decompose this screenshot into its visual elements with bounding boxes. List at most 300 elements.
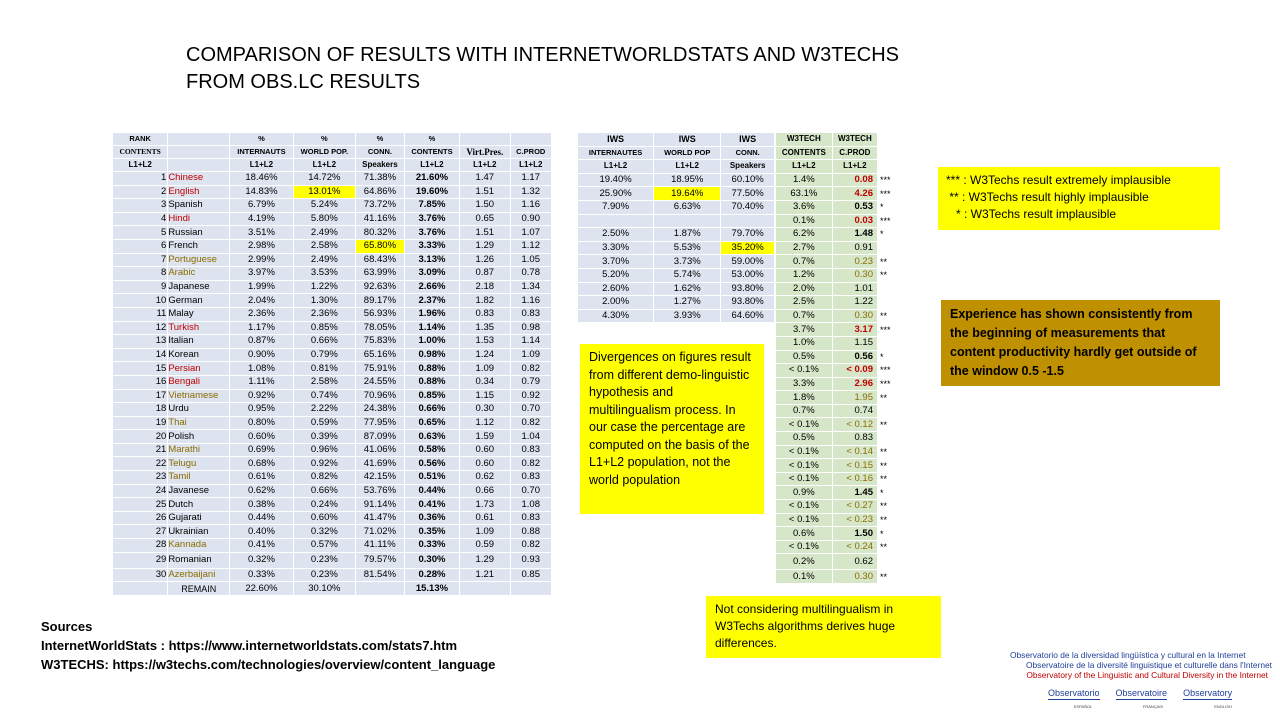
table-row [578, 269, 774, 282]
implausibility-stars [878, 283, 908, 296]
conn-cell: 73.72% [356, 199, 404, 212]
w3-contents-cell: 3.6% [776, 201, 832, 214]
column-header: L1+L2 [654, 160, 720, 173]
table-row [113, 525, 551, 538]
virt-cell: 1.50 [460, 199, 509, 212]
table-row [113, 226, 551, 239]
conn-cell [356, 582, 404, 595]
column-header: % [405, 133, 459, 145]
column-header [511, 133, 552, 145]
iws-cell: 60.10% [721, 174, 774, 187]
worldpop-cell: 0.57% [294, 539, 355, 552]
column-header: L1+L2 [511, 159, 552, 171]
table-row [776, 459, 908, 472]
worldpop-cell: 13.01% [294, 186, 355, 199]
table-row [113, 444, 551, 457]
iws-cell: 59.00% [721, 255, 774, 268]
iws-cell: 1.62% [654, 283, 720, 296]
w3-cprod-cell: 0.30 [833, 269, 877, 282]
worldpop-cell: 30.10% [294, 582, 355, 595]
conn-cell: 89.17% [356, 294, 404, 307]
table-row [113, 390, 551, 403]
header-row [776, 147, 908, 160]
table-row [776, 418, 908, 431]
conn-cell: 63.99% [356, 267, 404, 280]
virt-cell: 1.29 [460, 240, 509, 253]
column-header: L1+L2 [460, 159, 509, 171]
column-header: Speakers [356, 159, 404, 171]
virt-cell: 0.61 [460, 512, 509, 525]
virt-cell: 1.26 [460, 254, 509, 267]
column-header [168, 146, 229, 158]
implausibility-stars: ** [880, 419, 888, 430]
w3-contents-cell: < 0.1% [776, 446, 832, 459]
table-row [113, 308, 551, 321]
rank-cell: 1 [113, 172, 167, 185]
rank-cell: 18 [113, 403, 167, 416]
iws-cell: 5.74% [654, 269, 720, 282]
virt-cell: 0.66 [460, 485, 509, 498]
worldpop-cell: 2.58% [294, 376, 355, 389]
rank-cell: 4 [113, 213, 167, 226]
cprod-cell: 1.34 [511, 281, 552, 294]
rank-cell: 15 [113, 362, 167, 375]
w3-contents-cell: 0.1% [776, 215, 832, 228]
implausibility-stars: ** [880, 446, 888, 457]
column-header: C.PROD [833, 147, 877, 160]
worldpop-cell: 1.30% [294, 294, 355, 307]
rank-cell: 22 [113, 457, 167, 470]
w3-contents-cell: 2.7% [776, 242, 832, 255]
cprod-cell: 1.14 [511, 335, 552, 348]
stars-spacer [878, 147, 908, 160]
w3-cprod-cell: 0.30 [833, 570, 877, 583]
header-row [113, 146, 551, 158]
conn-cell: 78.05% [356, 322, 404, 335]
internauts-cell: 2.99% [230, 254, 292, 267]
language-cell: Malay [168, 308, 229, 321]
language-cell: Persian [168, 362, 229, 375]
cprod-cell: 0.83 [511, 444, 552, 457]
internauts-cell: 0.61% [230, 471, 292, 484]
w3-cprod-cell: < 0.24 [833, 541, 877, 554]
column-header: % [356, 133, 404, 145]
iws-cell: 18.95% [654, 174, 720, 187]
conn-cell: 64.86% [356, 186, 404, 199]
worldpop-cell: 2.49% [294, 254, 355, 267]
contents-cell: 3.76% [405, 213, 459, 226]
w3-cprod-cell: 0.03 [833, 215, 877, 228]
w3-contents-cell: 3.3% [776, 378, 832, 391]
language-cell: Azerbaijani [168, 569, 229, 582]
contents-cell: 1.14% [405, 322, 459, 335]
rank-cell: 9 [113, 281, 167, 294]
stars-spacer [878, 160, 908, 173]
table-row [776, 337, 908, 350]
contents-cell: 0.63% [405, 430, 459, 443]
internauts-cell: 3.51% [230, 226, 292, 239]
worldpop-cell: 0.85% [294, 322, 355, 335]
w3-cprod-cell: < 0.16 [833, 473, 877, 486]
table-row [776, 283, 908, 296]
conn-cell: 77.95% [356, 417, 404, 430]
table-row [776, 432, 908, 445]
language-cell: Italian [168, 335, 229, 348]
language-cell: Marathi [168, 444, 229, 457]
stars-spacer [878, 133, 908, 146]
cprod-cell: 0.93 [511, 553, 552, 568]
cprod-cell: 0.83 [511, 471, 552, 484]
table-row [113, 322, 551, 335]
contents-cell: 3.33% [405, 240, 459, 253]
w3-cprod-cell: < 0.27 [833, 500, 877, 513]
table-row [113, 485, 551, 498]
worldpop-cell: 0.59% [294, 417, 355, 430]
table-row [113, 376, 551, 389]
contents-cell: 3.13% [405, 254, 459, 267]
w3-cprod-cell: 1.45 [833, 486, 877, 499]
table-row [113, 553, 551, 568]
rank-cell: 3 [113, 199, 167, 212]
cprod-cell: 0.82 [511, 457, 552, 470]
header-row [578, 160, 774, 173]
link-observatoire[interactable]: Observatoire [1115, 688, 1168, 698]
rank-cell: 12 [113, 322, 167, 335]
cprod-cell: 1.05 [511, 254, 552, 267]
column-header: CONN. [721, 147, 774, 160]
header-row [776, 160, 908, 173]
w3-contents-cell: 0.9% [776, 486, 832, 499]
implausibility-stars: ** [880, 392, 888, 403]
iws-cell: 3.70% [578, 255, 653, 268]
virt-cell: 1.35 [460, 322, 509, 335]
worldpop-cell: 2.22% [294, 403, 355, 416]
language-cell: Romanian [168, 553, 229, 568]
conn-cell: 41.47% [356, 512, 404, 525]
table-row [113, 417, 551, 430]
rank-cell: 25 [113, 498, 167, 511]
iws-cell: 2.50% [578, 228, 653, 241]
w3-contents-cell: 63.1% [776, 187, 832, 200]
rank-cell: 24 [113, 485, 167, 498]
iws-cell: 2.00% [578, 296, 653, 309]
cprod-cell: 0.83 [511, 308, 552, 321]
cprod-cell [511, 582, 552, 595]
column-header: WORLD POP [654, 147, 720, 160]
table-row [113, 294, 551, 307]
worldpop-cell: 0.32% [294, 525, 355, 538]
implausibility-stars: *** [880, 324, 891, 335]
internauts-cell: 0.90% [230, 349, 292, 362]
page-title [186, 42, 946, 96]
virt-cell: 1.24 [460, 349, 509, 362]
worldpop-cell: 0.74% [294, 390, 355, 403]
w3-contents-cell: 6.2% [776, 228, 832, 241]
table-row [113, 539, 551, 552]
virt-cell: 0.62 [460, 471, 509, 484]
conn-cell: 80.32% [356, 226, 404, 239]
contents-cell: 1.96% [405, 308, 459, 321]
cprod-cell: 0.83 [511, 512, 552, 525]
table-row [578, 283, 774, 296]
internauts-cell: 0.62% [230, 485, 292, 498]
rank-cell: 20 [113, 430, 167, 443]
internauts-cell: 4.19% [230, 213, 292, 226]
iws-cell: 64.60% [721, 310, 774, 323]
table-row [776, 269, 908, 282]
table-row [776, 228, 908, 241]
internauts-cell: 0.92% [230, 390, 292, 403]
implausibility-stars: ** [880, 542, 888, 553]
column-header: % [294, 133, 355, 145]
w3-cprod-cell: 0.91 [833, 242, 877, 255]
w3-cprod-cell: 0.62 [833, 554, 877, 569]
column-header: L1+L2 [230, 159, 292, 171]
rank-cell: 14 [113, 349, 167, 362]
link-observatory[interactable]: Observatory [1183, 688, 1233, 698]
internauts-cell: 0.33% [230, 569, 292, 582]
worldpop-cell: 0.60% [294, 512, 355, 525]
worldpop-cell: 5.80% [294, 213, 355, 226]
rank-cell: 2 [113, 186, 167, 199]
w3-cprod-cell: 1.01 [833, 283, 877, 296]
w3-contents-cell: < 0.1% [776, 459, 832, 472]
column-header: IWS [721, 133, 774, 146]
table-row [113, 186, 551, 199]
header-row [113, 159, 551, 171]
sources-heading: Sources [41, 619, 93, 634]
internauts-cell: 0.41% [230, 539, 292, 552]
w3-contents-cell: 0.1% [776, 570, 832, 583]
table-row [113, 172, 551, 185]
table-row [578, 174, 774, 187]
sub-label-es: ESPAÑOL [1073, 704, 1093, 709]
internauts-cell: 0.87% [230, 335, 292, 348]
iws-cell: 2.60% [578, 283, 653, 296]
conn-cell: 70.96% [356, 390, 404, 403]
w3-cprod-cell: < 0.15 [833, 459, 877, 472]
virt-cell: 1.09 [460, 362, 509, 375]
conn-cell: 71.38% [356, 172, 404, 185]
language-cell: Vietnamese [168, 390, 229, 403]
conn-cell: 75.91% [356, 362, 404, 375]
source-internetworldstats: InternetWorldStats : https://www.internetworldstats.com/stats7.htm [41, 638, 458, 653]
w3-cprod-cell: 0.23 [833, 255, 877, 268]
column-header: L1+L2 [833, 160, 877, 173]
rank-cell: 13 [113, 335, 167, 348]
implausibility-stars: *** [880, 215, 891, 226]
w3-contents-cell: < 0.1% [776, 473, 832, 486]
conn-cell: 24.38% [356, 403, 404, 416]
contents-cell: 19.60% [405, 186, 459, 199]
contents-cell: 1.00% [405, 335, 459, 348]
virt-cell: 0.34 [460, 376, 509, 389]
implausibility-stars: ** [880, 256, 888, 267]
header-row [578, 147, 774, 160]
iws-cell: 77.50% [721, 187, 774, 200]
language-cell: Japanese [168, 281, 229, 294]
iws-cell: 5.53% [654, 242, 720, 255]
w3-cprod-cell: 0.30 [833, 310, 877, 323]
table-row [113, 430, 551, 443]
language-cell: Dutch [168, 498, 229, 511]
implausibility-stars: ** [880, 571, 888, 582]
cprod-cell: 1.16 [511, 199, 552, 212]
rank-cell: 6 [113, 240, 167, 253]
column-header [168, 133, 229, 145]
worldpop-cell: 5.24% [294, 199, 355, 212]
language-cell: Hindi [168, 213, 229, 226]
contents-cell: 0.36% [405, 512, 459, 525]
table-row [578, 228, 774, 241]
virt-cell: 1.51 [460, 226, 509, 239]
table-row [113, 267, 551, 280]
w3-contents-cell: < 0.1% [776, 364, 832, 377]
w3-contents-cell: 0.7% [776, 255, 832, 268]
conn-cell: 24.55% [356, 376, 404, 389]
virt-cell: 1.73 [460, 498, 509, 511]
contents-cell: 0.51% [405, 471, 459, 484]
w3-contents-cell: 1.2% [776, 269, 832, 282]
rank-cell: 27 [113, 525, 167, 538]
virt-cell: 1.29 [460, 553, 509, 568]
cprod-cell: 0.82 [511, 417, 552, 430]
language-cell: Telugu [168, 457, 229, 470]
rank-cell: 8 [113, 267, 167, 280]
language-cell: English [168, 186, 229, 199]
rank-cell: 21 [113, 444, 167, 457]
worldpop-cell: 0.66% [294, 485, 355, 498]
observatory-name-es: Observatorio de la diversidad lingüística y cultural en la Internet [1010, 650, 1246, 660]
internauts-cell: 1.11% [230, 376, 292, 389]
sub-label-en: ENGLISH [1214, 704, 1232, 709]
worldpop-cell: 0.23% [294, 553, 355, 568]
cprod-cell: 0.79 [511, 376, 552, 389]
table-row [113, 457, 551, 470]
iws-cell [654, 215, 720, 228]
conn-cell: 79.57% [356, 553, 404, 568]
internauts-cell: 0.68% [230, 457, 292, 470]
worldpop-cell: 2.58% [294, 240, 355, 253]
implausibility-legend: *** : W3Techs result extremely implausible ** : W3Techs result highly implausible * : W3Techs result implausible [938, 167, 1220, 230]
iws-cell: 5.20% [578, 269, 653, 282]
column-header: CONTENTS [405, 146, 459, 158]
virt-cell: 0.60 [460, 457, 509, 470]
language-cell: Ukrainian [168, 525, 229, 538]
iws-cell: 3.93% [654, 310, 720, 323]
w3-contents-cell: 2.0% [776, 283, 832, 296]
worldpop-cell: 3.53% [294, 267, 355, 280]
link-observatorio[interactable]: Observatorio [1048, 688, 1100, 698]
worldpop-cell: 0.23% [294, 569, 355, 582]
implausibility-stars: ** [880, 501, 888, 512]
title-line-1: COMPARISON OF RESULTS WITH INTERNETWORLDSTATS AND W3TECHS [186, 44, 899, 66]
table-row [113, 569, 551, 582]
internauts-cell: 2.36% [230, 308, 292, 321]
contents-cell: 0.33% [405, 539, 459, 552]
column-header: W3TECH [833, 133, 877, 146]
internauts-cell: 2.04% [230, 294, 292, 307]
implausibility-stars [878, 242, 908, 255]
table-row [776, 514, 908, 527]
rank-cell: 19 [113, 417, 167, 430]
iws-cell: 35.20% [721, 242, 774, 255]
table-row [776, 500, 908, 513]
iws-cell: 1.27% [654, 296, 720, 309]
worldpop-cell: 2.49% [294, 226, 355, 239]
contents-cell: 0.30% [405, 553, 459, 568]
cprod-cell: 1.32 [511, 186, 552, 199]
iws-cell: 6.63% [654, 201, 720, 214]
table-row [776, 296, 908, 309]
cprod-cell: 0.90 [511, 213, 552, 226]
virt-cell: 1.12 [460, 417, 509, 430]
table-row [113, 498, 551, 511]
iws-table [577, 132, 775, 323]
cprod-cell: 1.17 [511, 172, 552, 185]
table-row [113, 254, 551, 267]
w3-cprod-cell: 4.26 [833, 187, 877, 200]
worldpop-cell: 0.92% [294, 457, 355, 470]
column-header: L1+L2 [776, 160, 832, 173]
table-row [776, 174, 908, 187]
w3-cprod-cell: 0.74 [833, 405, 877, 418]
virt-cell: 0.60 [460, 444, 509, 457]
internauts-cell: 0.95% [230, 403, 292, 416]
rank-cell: 17 [113, 390, 167, 403]
w3techs-table [775, 132, 909, 584]
multilingualism-note: Not considering multilingualism in W3Techs algorithms derives huge differences. [706, 596, 941, 658]
contents-cell: 3.09% [405, 267, 459, 280]
language-cell: Chinese [168, 172, 229, 185]
w3-cprod-cell: 0.53 [833, 201, 877, 214]
column-header [168, 159, 229, 171]
rank-cell: 26 [113, 512, 167, 525]
virt-cell: 1.82 [460, 294, 509, 307]
sub-label-fr: FRANÇAIS [1142, 704, 1164, 709]
cprod-cell: 0.88 [511, 525, 552, 538]
language-cell: Portuguese [168, 254, 229, 267]
table-row [776, 554, 908, 569]
internauts-cell: 1.17% [230, 322, 292, 335]
table-row [113, 403, 551, 416]
table-row [113, 349, 551, 362]
virt-cell: 1.21 [460, 569, 509, 582]
contents-cell: 0.85% [405, 390, 459, 403]
column-header: L1+L2 [405, 159, 459, 171]
table-row [113, 335, 551, 348]
contents-cell: 0.58% [405, 444, 459, 457]
table-row [776, 323, 908, 336]
worldpop-cell: 0.39% [294, 430, 355, 443]
table-row [578, 201, 774, 214]
worldpop-cell: 0.66% [294, 335, 355, 348]
implausibility-stars [878, 337, 908, 350]
w3-contents-cell: 0.5% [776, 432, 832, 445]
table-row [776, 215, 908, 228]
title-line-2: FROM OBS.LC RESULTS [186, 71, 421, 93]
conn-cell: 41.16% [356, 213, 404, 226]
table-row [578, 215, 774, 228]
iws-cell [578, 215, 653, 228]
implausibility-stars: * [880, 229, 884, 240]
column-header: Virt.Pres. [460, 146, 509, 158]
conn-cell: 87.09% [356, 430, 404, 443]
internauts-cell: 0.38% [230, 498, 292, 511]
column-header: INTERNAUTES [578, 147, 653, 160]
virt-cell: 0.65 [460, 213, 509, 226]
table-row [113, 362, 551, 375]
